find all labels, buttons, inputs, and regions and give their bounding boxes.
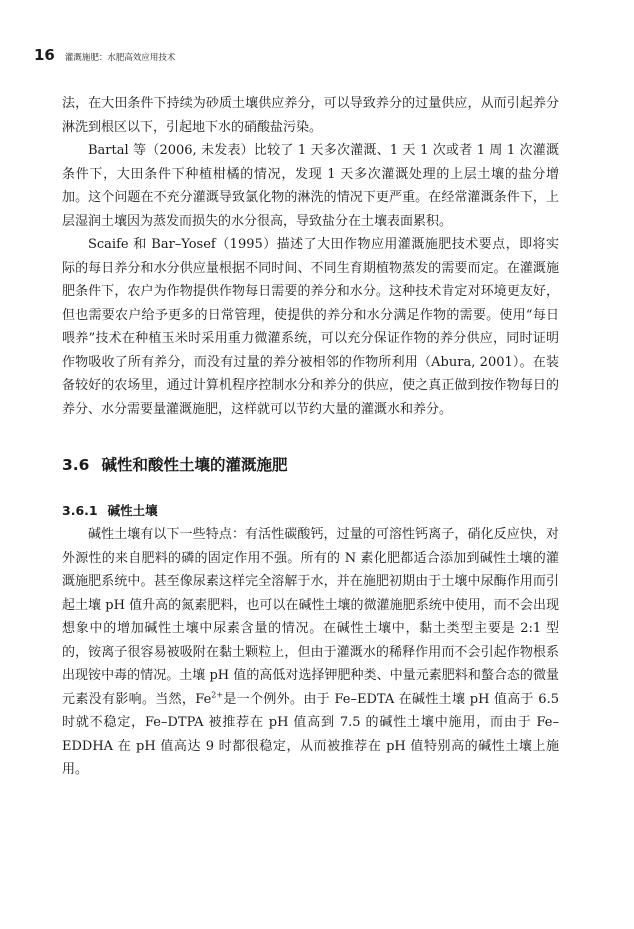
subsection-number: 3.6.1 <box>62 503 98 518</box>
running-header <box>34 46 175 66</box>
section-number: 3.6 <box>62 456 90 474</box>
page-number: 16 <box>34 46 55 64</box>
page-body <box>62 92 559 782</box>
subsection-heading <box>62 501 559 521</box>
paragraph-scaife: Scaife 和 Bar–Yosef（1995）描述了大田作物应用灌溉施肥技术要点，即将实际的每日养分和水分供应量根据不同时间、不同生育期植物蒸发的需要而定。在灌溉施肥条件下，农户为作物提供作物每日需要的养分和水分。这种技术肯定对环境更友好，但也需要农户给予更多的日常管理，使提供的养分和水分满足作物的需要。使用“每日喂养”技术在种植玉米时采用重力微灌系统，可以充分保证作物的养分供应，同时证明作物吸收了所有养分，而没有过量的养分被相邻的作物所利用（Abura, 2001）。在装备较好的农场里，通过计算机程序控制水分和养分的供应，使之真正做到按作物每日的养分、水分需要量灌溉施肥，这样就可以节约大量的灌溉水和养分。 <box>62 237 559 417</box>
iron-charge-superscript: 2+ <box>211 690 224 700</box>
paragraph-text-part2: 是一个例外。由于 Fe–EDTA 在碱性土壤 pH 值高于 6.5 时就不稳定，Fe–DTPA 被推荐在 pH 值高到 7.5 的碱性土壤中施用，而由于 Fe–EDDHA 在 pH 值高达 9 时都很稳定，从而被推荐在 pH 值特别高的碱性土壤上施用。 <box>62 691 559 777</box>
section-title: 碱性和酸性土壤的灌溉施肥 <box>101 456 288 474</box>
paragraph-text-part1: 碱性土壤有以下一些特点：有活性碳酸钙，过量的可溶性钙离子，硝化反应快，对外源性的来自肥料的磷的固定作用不强。所有的 N 素化肥都适合添加到碱性土壤的灌溉施肥系统中。甚至像尿素这样完全溶解于水，并在施肥初期由于土壤中尿酶作用而引起土壤 pH 值升高的氮素肥料，也可以在碱性土壤的微灌施肥系统中使用，而不会出现想象中的增加碱性土壤中尿素含量的情况。在碱性土壤中，黏土类型主要是 2:1 型的，铵离子很容易被吸附在黏土颗粒上，但由于灌溉水的稀释作用而不会引起作物根系出现铵中毒的情况。土壤 pH 值的高低对选择钾肥种类、中量元素肥料和螯合态的微量元素没有影响。当然，Fe <box>62 527 559 707</box>
section-heading <box>62 454 559 476</box>
paragraph-bartal: Bartal 等（2006, 未发表）比较了 1 天多次灌溉、1 天 1 次或者 1 周 1 次灌溉条件下，大田条件下种植柑橘的情况，发现 1 天多次灌溉处理的上层土壤的盐分增加。这个问题在不充分灌溉导致氯化物的淋洗的情况下更严重。在经常灌溉条件下，上层湿润土壤因为蒸发而损失的水分很高，导致盐分在土壤表面累积。 <box>62 143 559 229</box>
running-title: 灌溉施肥：水肥高效应用技术 <box>64 53 176 63</box>
paragraph-continuation: 法，在大田条件下持续为砂质土壤供应养分，可以导致养分的过量供应，从而引起养分淋洗到根区以下，引起地下水的硝酸盐污染。 <box>62 96 559 135</box>
paragraph-alkaline-soil <box>62 523 559 782</box>
subsection-title: 碱性土壤 <box>107 503 158 518</box>
